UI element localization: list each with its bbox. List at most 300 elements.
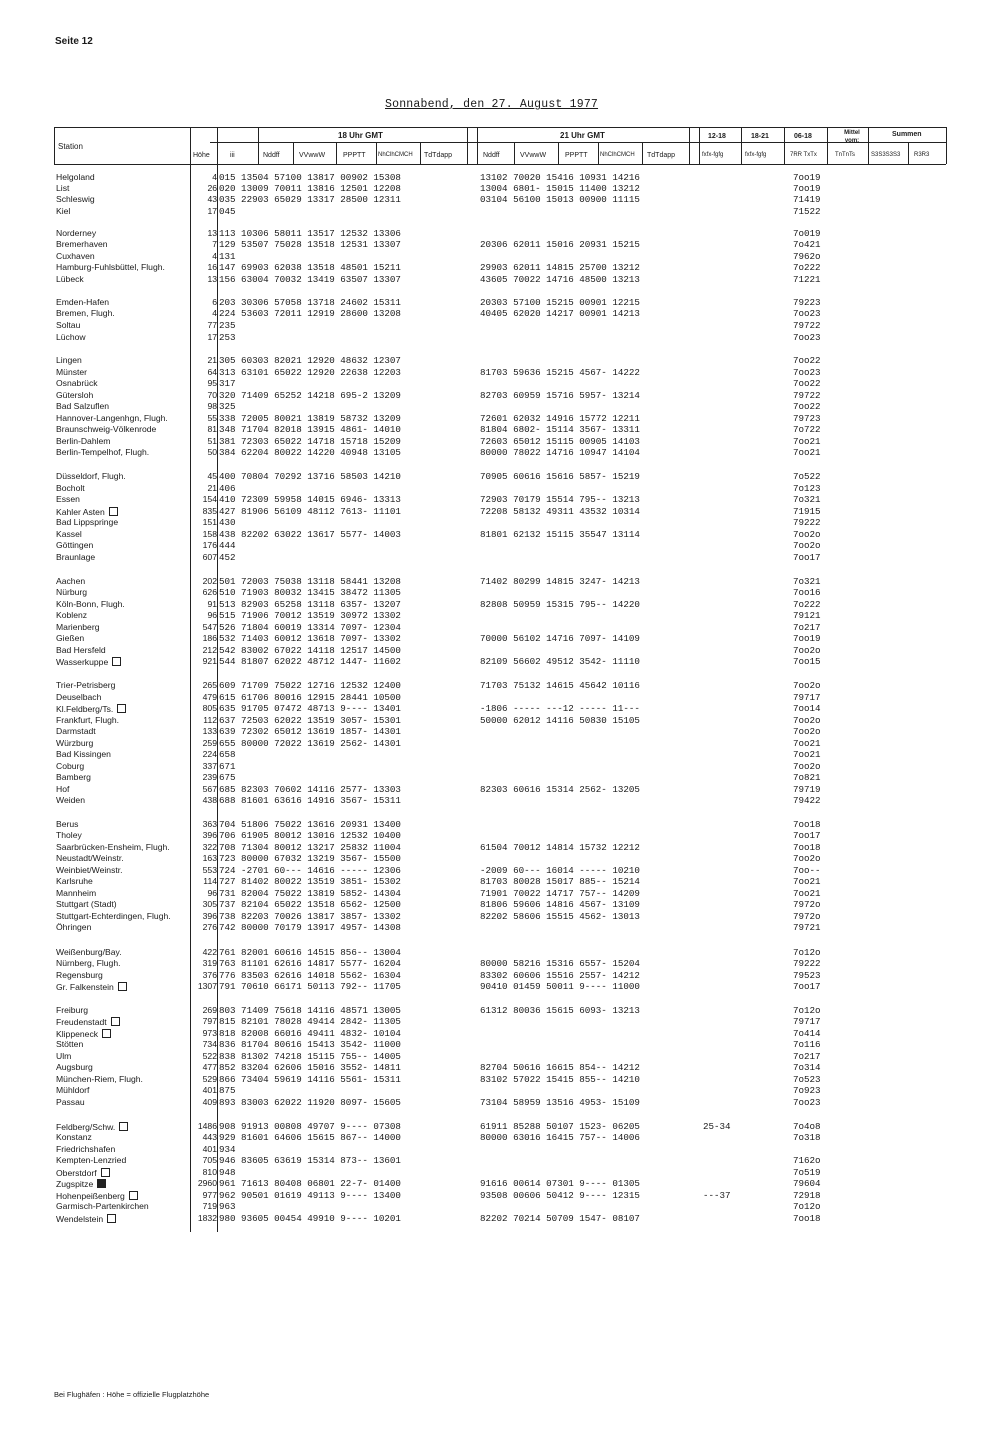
station-height: 567 <box>202 784 217 794</box>
station-name <box>56 184 69 193</box>
obs-18-utc: 737 82104 65022 13518 6562- 12500 <box>219 899 401 910</box>
obs-21-utc: 70905 60616 15616 5857- 15219 <box>480 471 640 482</box>
obs-21-utc: 82202 58606 15515 4562- 13013 <box>480 911 640 922</box>
mittel-value: 7oo2o <box>793 726 821 737</box>
obs-18-utc: 526 71804 60019 13314 7097- 12304 <box>219 622 401 633</box>
obs-18-utc: 706 61905 80012 13016 12532 10400 <box>219 830 401 841</box>
station-height: 4 <box>212 308 217 318</box>
obs-18-utc: 838 81302 74218 15115 755-- 14005 <box>219 1051 401 1062</box>
gust-12-18: 25-34 <box>703 1121 731 1132</box>
subcol-div-4 <box>420 142 421 164</box>
mittel-value: 7oo23 <box>793 308 821 319</box>
mittel-value: 7oo18 <box>793 819 821 830</box>
mittel-value: 7oo2o <box>793 853 821 864</box>
obs-18-utc: 738 82203 70026 13817 3857- 13302 <box>219 911 401 922</box>
obs-18-utc: 776 83503 62616 14018 5562- 16304 <box>219 970 401 981</box>
mittel-value: 7o722 <box>793 424 821 435</box>
obs-18-utc: 444 <box>219 540 236 551</box>
obs-21-utc: 71901 70022 14717 757-- 14209 <box>480 888 640 899</box>
obs-18-utc: 742 80000 70179 13917 4957- 14308 <box>219 922 401 933</box>
open-square-icon <box>109 507 118 516</box>
station-name <box>56 750 111 759</box>
station-name-text: München-Riem, Flugh. <box>56 1074 143 1084</box>
station-name <box>56 425 156 434</box>
station-height: 305 <box>202 899 217 909</box>
station-name-text: Norderney <box>56 228 97 238</box>
station-height: 51 <box>207 436 217 446</box>
station-name-text: Soltau <box>56 320 81 330</box>
mittel-value: 79717 <box>793 692 821 703</box>
mittel-value: 79723 <box>793 413 821 424</box>
station-name-text: Klippeneck <box>56 1029 99 1039</box>
station-height: 409 <box>202 1097 217 1107</box>
mittel-value: 7o321 <box>793 494 821 505</box>
station-name-text: Freudenstadt <box>56 1017 107 1027</box>
station-name <box>56 577 85 586</box>
station-name <box>56 1017 120 1027</box>
station-name-text: Kassel <box>56 529 82 539</box>
station-height: 810 <box>202 1167 217 1177</box>
open-square-icon <box>119 1122 128 1131</box>
obs-21-utc: 82703 60959 15716 5957- 13214 <box>480 390 640 401</box>
mittel-value: 7oo21 <box>793 876 821 887</box>
obs-18-utc: 637 72503 62022 13519 3057- 15301 <box>219 715 401 726</box>
obs-18-utc: 427 81906 56109 48112 7613- 11101 <box>219 506 401 517</box>
mittel-value: 7oo2o <box>793 715 821 726</box>
mittel-value: 7o217 <box>793 1051 821 1062</box>
obs-21-utc: 82704 50616 16615 854-- 14212 <box>480 1062 640 1073</box>
obs-18-utc: 727 81402 80022 13519 3851- 15302 <box>219 876 401 887</box>
station-name-text: Hohenpeißenberg <box>56 1191 125 1201</box>
obs-18-utc: 384 62204 80022 14220 40948 13105 <box>219 447 401 458</box>
station-height: 553 <box>202 865 217 875</box>
station-name-text: Stuttgart-Echterdingen, Flugh. <box>56 911 171 921</box>
station-name-text: Hannover-Langenhgn, Flugh. <box>56 413 168 423</box>
mittel-value: 7o318 <box>793 1132 821 1143</box>
obs-18-utc: 963 <box>219 1201 236 1212</box>
station-name <box>56 982 127 992</box>
station-height: 224 <box>202 749 217 759</box>
obs-18-utc: 510 71903 80032 13415 38472 11305 <box>219 587 401 598</box>
obs-18-utc: 325 <box>219 401 236 412</box>
obs-18-utc: 381 72303 65022 14718 15718 15209 <box>219 436 401 447</box>
mittel-value: 7oo22 <box>793 401 821 412</box>
station-name <box>56 173 95 182</box>
obs-18-utc: 948 <box>219 1167 236 1178</box>
mittel-value: 7oo16 <box>793 587 821 598</box>
station-height: 322 <box>202 842 217 852</box>
station-name-text: Kempten-Lenzried <box>56 1155 127 1165</box>
obs-18-utc: 761 82001 60616 14515 856-- 13004 <box>219 947 401 958</box>
station-name-text: Bad Lippspringe <box>56 517 119 527</box>
station-name-text: List <box>56 183 70 193</box>
station-height: 1307 <box>197 981 217 991</box>
station-name-text: Berlin-Dahlem <box>56 436 111 446</box>
mittel-value: 7o321 <box>793 576 821 587</box>
filled-square-icon <box>97 1179 106 1188</box>
station-name-text: Augsburg <box>56 1062 93 1072</box>
station-height: 64 <box>207 367 217 377</box>
mittel-value: 7962o <box>793 251 821 262</box>
mittel-value: 7o923 <box>793 1085 821 1096</box>
obs-18-utc: 338 72005 80021 13819 58732 13209 <box>219 413 401 424</box>
header-sub-r3: R3R3 <box>914 152 930 158</box>
station-height: 529 <box>202 1074 217 1084</box>
open-square-icon <box>101 1168 110 1177</box>
station-height: 719 <box>202 1201 217 1211</box>
obs-18-utc: 532 71403 60012 13618 7097- 13302 <box>219 633 401 644</box>
mittel-value: 71915 <box>793 506 821 517</box>
station-name <box>56 229 96 238</box>
station-height: 443 <box>202 1132 217 1142</box>
station-height: 70 <box>207 390 217 400</box>
header-21-ppptt: PPPTT <box>565 152 588 159</box>
obs-18-utc: 129 53507 75028 13518 12531 13307 <box>219 239 401 250</box>
station-name <box>56 518 118 527</box>
mittel-value: 79719 <box>793 784 821 795</box>
station-height: 835 <box>202 506 217 516</box>
station-name-text: Tholey <box>56 830 82 840</box>
station-height: 337 <box>202 761 217 771</box>
mittel-value: 79717 <box>793 1016 821 1027</box>
header-18-vvwww: VVwwW <box>299 152 326 159</box>
obs-18-utc: 980 93605 00454 49910 9---- 10201 <box>219 1213 401 1224</box>
header-18-21: 18-21 <box>751 133 769 140</box>
col-divider-iii <box>258 127 259 164</box>
station-height: 977 <box>202 1190 217 1200</box>
station-height: 363 <box>202 819 217 829</box>
obs-21-utc: 82109 56602 49512 3542- 11110 <box>480 656 640 667</box>
obs-21-utc: 70000 56102 14716 7097- 14109 <box>480 633 640 644</box>
station-name-text: Garmisch-Partenkirchen <box>56 1201 149 1211</box>
station-name-text: Lüchow <box>56 332 86 342</box>
station-height: 202 <box>202 576 217 586</box>
station-name <box>56 854 124 863</box>
obs-21-utc: 81703 80028 15017 885-- 15214 <box>480 876 640 887</box>
station-name-text: Berus <box>56 819 79 829</box>
station-name-text: Feldberg/Schw. <box>56 1122 116 1132</box>
mittel-value: 71221 <box>793 274 821 285</box>
station-name <box>56 588 87 597</box>
station-name <box>56 298 109 307</box>
mittel-value: 7oo18 <box>793 1213 821 1224</box>
mittel-value: 7oo21 <box>793 436 821 447</box>
station-name <box>56 275 84 284</box>
obs-18-utc: 147 69903 62038 13518 48501 15211 <box>219 262 401 273</box>
obs-18-utc: 015 13504 57100 13817 00902 15308 <box>219 172 401 183</box>
station-name <box>56 623 99 632</box>
mittel-value: 7o222 <box>793 262 821 273</box>
mittel-value: 7oo19 <box>793 633 821 644</box>
mittel-value: 7oo2o <box>793 761 821 772</box>
obs-18-utc: 704 51806 75022 13616 20931 13400 <box>219 819 401 830</box>
obs-18-utc: 875 <box>219 1085 236 1096</box>
station-name-text: Trier-Petrisberg <box>56 680 116 690</box>
station-name <box>56 866 123 875</box>
station-name-text: Hof <box>56 784 70 794</box>
station-name <box>56 414 168 423</box>
obs-21-utc: 03104 56100 15013 00900 11115 <box>480 194 640 205</box>
station-name <box>56 1122 128 1132</box>
obs-18-utc: 438 82202 63022 13617 5577- 14003 <box>219 529 401 540</box>
station-name <box>56 600 125 609</box>
obs-18-utc: 708 71304 80012 13217 25832 11004 <box>219 842 401 853</box>
mittel-value: 7oo21 <box>793 447 821 458</box>
header-summen: Summen <box>892 131 922 138</box>
date-heading <box>385 98 598 111</box>
obs-21-utc: -2009 60--- 16014 ----- 10210 <box>480 865 640 876</box>
station-name-text: Kahler Asten <box>56 507 105 517</box>
mittel-value: 7oo2o <box>793 529 821 540</box>
station-height: 401 <box>202 1144 217 1154</box>
station-height: 396 <box>202 830 217 840</box>
obs-18-utc: 763 81101 62616 14817 5577- 16204 <box>219 958 401 969</box>
station-name-text: Freiburg <box>56 1005 88 1015</box>
obs-18-utc: 791 70610 66171 50113 792-- 11705 <box>219 981 401 992</box>
col-divider-height <box>217 127 218 1232</box>
station-name <box>56 1086 89 1095</box>
station-name <box>56 1191 138 1201</box>
obs-18-utc: 731 82004 75022 13819 5852- 14304 <box>219 888 401 899</box>
station-height: 154 <box>202 494 217 504</box>
station-name <box>56 727 96 736</box>
station-name-text: Bremen, Flugh. <box>56 308 115 318</box>
obs-21-utc: 81801 62132 15115 35547 13114 <box>480 529 640 540</box>
station-name-text: Wasserkuppe <box>56 657 109 667</box>
station-name <box>56 541 93 550</box>
station-name-text: Zugspitze <box>56 1179 94 1189</box>
station-name <box>56 321 80 330</box>
mittel-value: 79223 <box>793 297 821 308</box>
obs-18-utc: 452 <box>219 552 236 563</box>
obs-21-utc: 80000 78022 14716 10947 14104 <box>480 447 640 458</box>
obs-18-utc: 045 <box>219 206 236 217</box>
open-square-icon <box>111 1017 120 1026</box>
header-06-18: 06-18 <box>794 133 812 140</box>
obs-18-utc: 658 <box>219 749 236 760</box>
mittel-value: 79604 <box>793 1178 821 1189</box>
mittel-value: 7oo22 <box>793 378 821 389</box>
mittel-value: 7o519 <box>793 1167 821 1178</box>
station-name <box>56 739 93 748</box>
mittel-value: 7oo14 <box>793 703 821 714</box>
station-name-text: Coburg <box>56 761 85 771</box>
obs-18-utc: 348 71704 82018 13915 4861- 14010 <box>219 424 401 435</box>
station-name <box>56 240 108 249</box>
station-name <box>56 657 121 667</box>
station-name-text: Cuxhaven <box>56 251 95 261</box>
station-name <box>56 472 126 481</box>
station-name <box>56 507 118 517</box>
station-name <box>56 843 170 852</box>
station-name-text: Würzburg <box>56 738 94 748</box>
obs-18-utc: 542 83002 67022 14118 12517 14500 <box>219 645 401 656</box>
station-height: 269 <box>202 1005 217 1015</box>
obs-21-utc: 82202 70214 50709 1547- 08107 <box>480 1213 640 1224</box>
obs-18-utc: 655 80000 72022 13619 2562- 14301 <box>219 738 401 749</box>
station-height: 112 <box>203 715 217 725</box>
station-height: 547 <box>202 622 217 632</box>
station-name-text: Göttingen <box>56 540 94 550</box>
header-21-uhr: 21 Uhr GMT <box>560 131 605 140</box>
mittel-value: 7o4o8 <box>793 1121 821 1132</box>
station-name <box>56 1145 115 1154</box>
station-name-text: Braunschweig-Völkenrode <box>56 424 157 434</box>
station-name-text: Gr. Falkenstein <box>56 982 114 992</box>
station-name <box>56 1029 111 1039</box>
obs-21-utc: 73104 58959 13516 4953- 15109 <box>480 1097 640 1108</box>
obs-18-utc: 400 70804 70292 13716 58503 14210 <box>219 471 401 482</box>
mittel-value: 7o019 <box>793 228 821 239</box>
station-name <box>56 611 87 620</box>
open-square-icon <box>102 1029 111 1038</box>
subcol-div-2 <box>336 142 337 164</box>
station-name <box>56 646 106 655</box>
station-name <box>56 484 85 493</box>
mittel-value: 7oo22 <box>793 355 821 366</box>
station-name <box>56 1214 116 1224</box>
obs-18-utc: 235 <box>219 320 236 331</box>
obs-18-utc: 962 90501 01619 49113 9---- 13400 <box>219 1190 401 1201</box>
open-square-icon <box>112 657 121 666</box>
station-name <box>56 889 96 898</box>
station-height: 1832 <box>197 1213 217 1223</box>
station-height: 626 <box>202 587 217 597</box>
header-18-nddff: Nddff <box>263 152 280 159</box>
station-name-text: Nürnberg, Flugh. <box>56 958 121 968</box>
mittel-value: 7o421 <box>793 239 821 250</box>
station-height: 2960 <box>197 1178 217 1188</box>
obs-21-utc: 81804 6802- 15114 3567- 13311 <box>480 424 640 435</box>
col-divider-gap <box>477 127 478 164</box>
obs-18-utc: 305 60303 82021 12920 48632 12307 <box>219 355 401 366</box>
subcol-div-8 <box>642 142 643 164</box>
mittel-value: 7162o <box>793 1155 821 1166</box>
mittel-value: 7972o <box>793 911 821 922</box>
header-sub-7rr: 7RR TxTx <box>790 152 817 158</box>
obs-18-utc: 852 83204 62606 15016 3552- 14811 <box>219 1062 401 1073</box>
station-name-text: Emden-Hafen <box>56 297 110 307</box>
obs-21-utc: 90410 01459 50011 9---- 11000 <box>480 981 640 992</box>
station-name-text: Konstanz <box>56 1132 92 1142</box>
station-name-text: Karlsruhe <box>56 876 93 886</box>
obs-21-utc: 40405 62020 14217 00901 14213 <box>480 308 640 319</box>
station-name-text: Kl.Feldberg/Ts. <box>56 704 114 714</box>
subcol-div-7 <box>598 142 599 164</box>
station-name <box>56 495 80 504</box>
station-height: 319 <box>202 958 217 968</box>
obs-21-utc: -1806 ----- ---12 ----- 11--- <box>480 703 640 714</box>
header-18-tdtdapp: TdTdapp <box>424 152 453 159</box>
header-18-uhr: 18 Uhr GMT <box>338 131 383 140</box>
obs-21-utc: 61504 70012 14814 15732 12212 <box>480 842 640 853</box>
obs-18-utc: 946 83605 63619 15314 873-- 13601 <box>219 1155 401 1166</box>
station-height: 396 <box>202 911 217 921</box>
obs-18-utc: 934 <box>219 1144 236 1155</box>
obs-21-utc: 81806 59606 14816 4567- 13109 <box>480 899 640 910</box>
station-name-text: Weißenburg/Bay. <box>56 947 122 957</box>
obs-18-utc: 131 <box>219 251 236 262</box>
station-name <box>56 704 126 714</box>
station-name-text: Bad Hersfeld <box>56 645 106 655</box>
header-sub-tntnts: TnTnTs <box>835 152 856 158</box>
station-height: 133 <box>202 726 217 736</box>
obs-18-utc: 035 22903 65029 13317 28500 12311 <box>219 194 401 205</box>
header-sub-fxfx-1: fxfx-fgfg <box>702 152 724 158</box>
col-divider-21 <box>689 127 690 164</box>
header-21-vvwww: VVwwW <box>520 152 547 159</box>
station-name <box>56 1063 93 1072</box>
station-name <box>56 1168 110 1178</box>
header-mid-rule <box>210 142 946 143</box>
station-height: 21 <box>207 355 217 365</box>
mittel-value: 7o217 <box>793 622 821 633</box>
obs-21-utc: 72601 62032 14916 15772 12211 <box>480 413 640 424</box>
mittel-value: 7o123 <box>793 483 821 494</box>
obs-18-utc: 866 73404 59619 14116 5561- 15311 <box>219 1074 401 1085</box>
obs-18-utc: 020 13009 70011 13816 12501 12208 <box>219 183 401 194</box>
station-height: 522 <box>202 1051 217 1061</box>
station-name <box>56 831 82 840</box>
station-name-text: Frankfurt, Flugh. <box>56 715 120 725</box>
station-name-text: Oberstdorf <box>56 1168 97 1178</box>
station-height: 1486 <box>197 1121 217 1131</box>
station-name <box>56 971 103 980</box>
mittel-value: 7oo2o <box>793 540 821 551</box>
obs-21-utc: 71402 80299 14815 3247- 14213 <box>480 576 640 587</box>
mittel-value: 7o414 <box>793 1028 821 1039</box>
station-name-text: Essen <box>56 494 80 504</box>
station-height: 797 <box>202 1016 217 1026</box>
station-name <box>56 1040 83 1049</box>
obs-18-utc: 313 63101 65022 12920 22638 12203 <box>219 367 401 378</box>
obs-18-utc: 908 91913 00808 49707 9---- 07308 <box>219 1121 401 1132</box>
table-top-rule <box>54 127 946 128</box>
station-name <box>56 1133 92 1142</box>
col-divider-1821 <box>784 127 785 164</box>
station-name <box>56 762 84 771</box>
obs-21-utc: 20303 57100 15215 00901 12215 <box>480 297 640 308</box>
header-station: Station <box>58 142 83 151</box>
obs-21-utc: 93508 00606 50412 9---- 12315 <box>480 1190 640 1201</box>
mittel-value: 79222 <box>793 517 821 528</box>
station-name <box>56 1052 71 1061</box>
station-height: 265 <box>202 680 217 690</box>
station-height: 376 <box>202 970 217 980</box>
obs-21-utc: 83102 57022 15415 855-- 14210 <box>480 1074 640 1085</box>
station-height: 43 <box>207 194 217 204</box>
obs-18-utc: 501 72003 75038 13118 58441 13208 <box>219 576 401 587</box>
col-divider-mittel <box>868 127 869 164</box>
obs-18-utc: 815 82101 78028 49414 2842- 11305 <box>219 1016 401 1027</box>
obs-18-utc: 635 91705 07472 48713 9---- 13401 <box>219 703 401 714</box>
station-name-text: Saarbrücken-Ensheim, Flugh. <box>56 842 170 852</box>
station-name-text: Deuselbach <box>56 692 102 702</box>
station-name-text: Braunlage <box>56 552 96 562</box>
station-name <box>56 693 101 702</box>
station-height: 422 <box>202 947 217 957</box>
col-divider-1218 <box>741 127 742 164</box>
obs-21-utc: 29903 62011 14815 25700 13212 <box>480 262 640 273</box>
col-divider-18 <box>467 127 468 164</box>
station-height: 13 <box>207 228 217 238</box>
station-name <box>56 923 91 932</box>
station-name <box>56 195 95 204</box>
obs-18-utc: 113 10306 58011 13517 12532 13306 <box>219 228 401 239</box>
station-name-text: Bamberg <box>56 772 91 782</box>
obs-18-utc: 803 71409 75618 14116 48571 13005 <box>219 1005 401 1016</box>
mittel-value: 7oo15 <box>793 656 821 667</box>
